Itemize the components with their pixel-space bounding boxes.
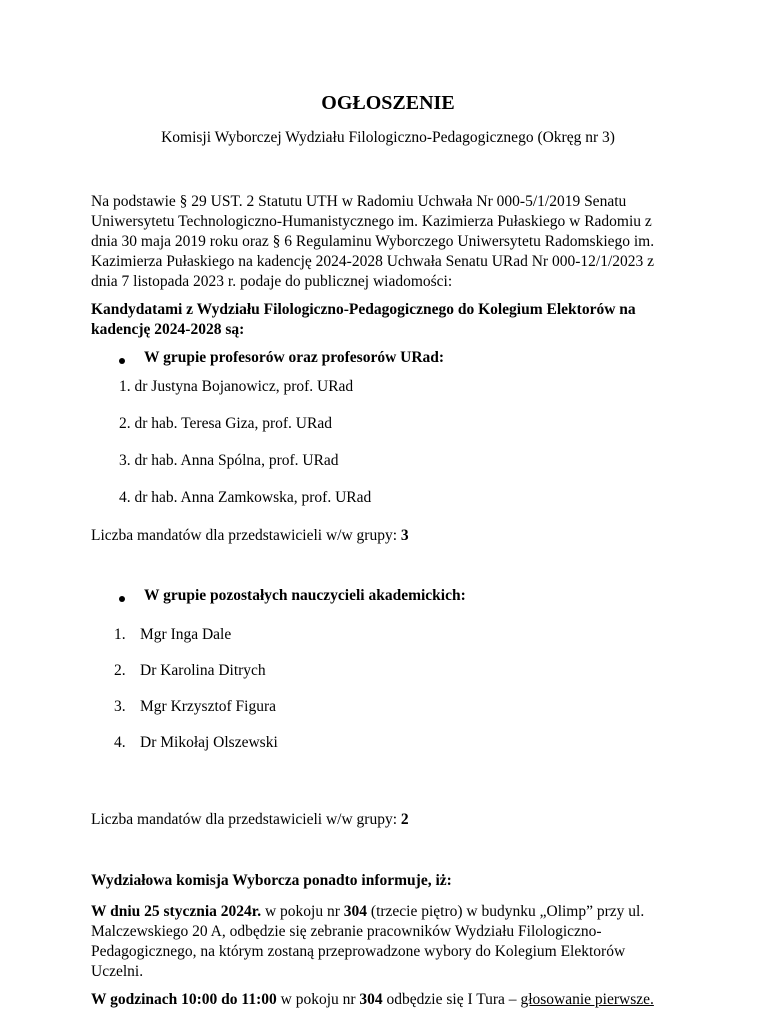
intro-line: dnia 30 maja 2019 roku oraz § 6 Regulaminu Wyborczego Uniwersytetu Radomskiego im. (91, 233, 655, 250)
group-heading: W grupie profesorów oraz profesorów URad: (144, 349, 445, 366)
list-item-name: Mgr Inga Dale (140, 626, 232, 643)
intro-line: dnia 7 listopada 2023 r. podaje do publicznej wiadomości: (91, 273, 453, 290)
mandates-line (91, 811, 409, 829)
mandates-value: 3 (400, 527, 409, 544)
list-item: 4. dr hab. Anna Zamkowska, prof. URad (119, 489, 372, 506)
candidates-heading-line: kadencję 2024-2028 są: (91, 321, 245, 338)
mandates-label: Liczba mandatów dla przedstawicieli w/w grupy: (91, 811, 401, 828)
document-title: OGŁOSZENIE (321, 92, 455, 114)
meeting-line: Malczewskiego 20 A, odbędzie się zebranie pracowników Wydziału Filologiczno- (91, 923, 602, 940)
meeting-text: w pokoju nr (261, 903, 344, 920)
list-item-number: 3. (114, 698, 126, 715)
meeting-line: Uczelni. (91, 963, 144, 980)
list-item: 1. dr Justyna Bojanowicz, prof. URad (119, 378, 354, 395)
mandates-label: Liczba mandatów dla przedstawicieli w/w grupy: (91, 527, 401, 544)
hours-room: 304 (359, 991, 383, 1008)
meeting-line (91, 902, 644, 922)
list-item-number: 2. (114, 662, 126, 679)
hours-vote-note: głosowanie pierwsze. (520, 991, 654, 1008)
bullet-icon (119, 358, 125, 364)
mandates-value: 2 (400, 811, 409, 828)
meeting-date: W dniu 25 stycznia 2024r. (91, 903, 262, 920)
hours-text: odbędzie się I Tura – (382, 991, 521, 1008)
info-heading: Wydziałowa komisja Wyborcza ponadto informuje, iż: (91, 872, 452, 889)
mandates-line (91, 527, 409, 545)
meeting-line: Pedagogicznego, na którym zostaną przeprowadzone wybory do Kolegium Elektorów (91, 943, 626, 960)
meeting-room: 304 (343, 903, 368, 920)
intro-line: Na podstawie § 29 UST. 2 Statutu UTH w Radomiu Uchwała Nr 000-5/1/2019 Senatu (91, 193, 627, 210)
meeting-text: (trzecie piętro) w budynku „Olimp” przy ul. (367, 903, 645, 920)
list-item-name: Dr Mikołaj Olszewski (140, 734, 278, 751)
hours-text: w pokoju nr (276, 991, 360, 1008)
list-item: 2. dr hab. Teresa Giza, prof. URad (119, 415, 332, 432)
list-item: 3. dr hab. Anna Spólna, prof. URad (119, 452, 339, 469)
list-item-name: Dr Karolina Ditrych (140, 662, 266, 679)
bullet-icon (119, 596, 125, 602)
list-item-number: 4. (114, 734, 126, 751)
candidates-heading-line: Kandydatami z Wydziału Filologiczno-Pedagogicznego do Kolegium Elektorów na (91, 301, 636, 318)
hours-line (91, 990, 654, 1010)
hours-time: W godzinach 10:00 do 11:00 (91, 991, 277, 1008)
list-item-number: 1. (114, 626, 126, 643)
intro-line: Kazimierza Pułaskiego na kadencję 2024-2028 Uchwała Senatu URad Nr 000-12/1/2023 z (91, 253, 655, 270)
list-item-name: Mgr Krzysztof Figura (140, 698, 277, 715)
intro-line: Uniwersytetu Technologiczno-Humanistycznego im. Kazimierza Pułaskiego w Radomiu z (91, 213, 652, 230)
group-heading: W grupie pozostałych nauczycieli akademickich: (144, 587, 466, 604)
document-subtitle: Komisji Wyborczej Wydziału Filologiczno-Pedagogicznego (Okręg nr 3) (161, 129, 615, 146)
